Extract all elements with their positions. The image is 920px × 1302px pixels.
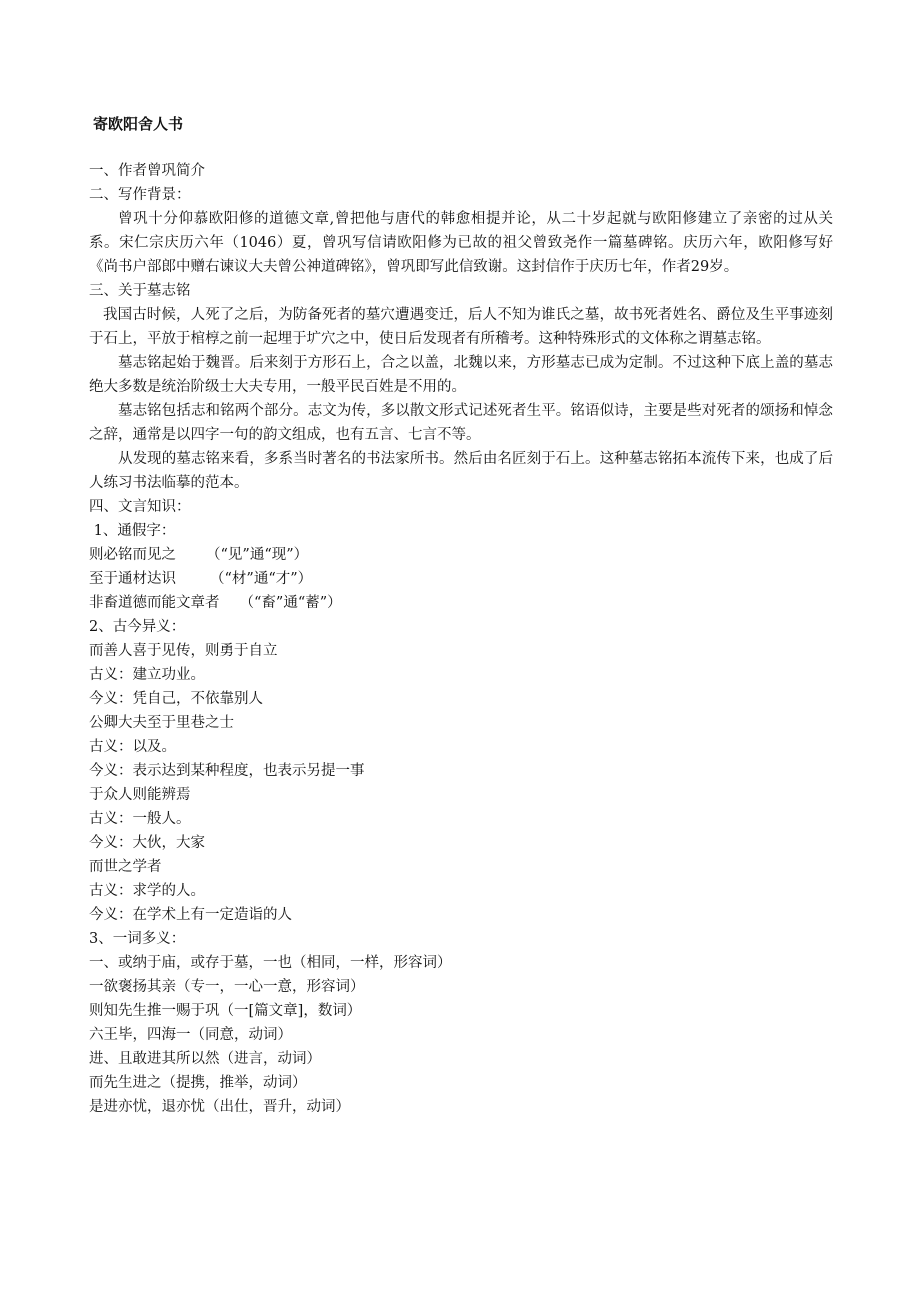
document-body (89, 159, 833, 1119)
gujin-line: 今义：大伙，大家 (89, 835, 205, 851)
epitaph-paragraph-4: 从发现的墓志铭来看，多系当时著名的书法家所书。然后由名匠刻于石上。这种墓志铭拓本流传下来，也成了后人练习书法临摹的范本。 (89, 451, 833, 491)
subheading-gujin: 2、古今异义： (89, 619, 186, 635)
document-title: 寄欧阳舍人书 (93, 115, 184, 133)
epitaph-paragraph-2: 墓志铭起始于魏晋。后来刻于方形石上，合之以盖，北魏以来，方形墓志已成为定制。不过这种下底上盖的墓志绝大多数是统治阶级士大夫专用，一般平民百姓是不用的。 (89, 355, 833, 395)
gujin-line: 今义：在学术上有一定造诣的人 (89, 907, 292, 923)
gujin-line: 而善人喜于见传，则勇于自立 (89, 643, 278, 659)
gujin-line: 而世之学者 (89, 859, 162, 875)
tongjia-sentence: 则必铭而见之 (89, 547, 176, 563)
gujin-line: 于众人则能辨焉 (89, 787, 191, 803)
subheading-duoyi: 3、一词多义： (89, 931, 186, 947)
section-heading-classical-knowledge: 四、文言知识： (89, 499, 191, 515)
duoyi-line: 一、或纳于庙，或存于墓，一也（相同，一样，形容词） (89, 955, 452, 971)
gujin-line: 古义：一般人。 (89, 811, 191, 827)
tongjia-sentence: 非畜道德而能文章者 (89, 595, 220, 611)
tongjia-row-3 (89, 591, 833, 615)
gujin-line: 古义：求学的人。 (89, 883, 205, 899)
gujin-line: 公卿大夫至于里巷之士 (89, 715, 234, 731)
tongjia-row-1 (89, 543, 833, 567)
gujin-line: 古义：建立功业。 (89, 667, 205, 683)
duoyi-line: 一欲褒扬其亲（专一，一心一意，形容词） (89, 979, 365, 995)
tongjia-note: （“材”通“才”） (210, 571, 313, 587)
background-paragraph: 曾巩十分仰慕欧阳修的道德文章,曾把他与唐代的韩愈相提并论，从二十岁起就与欧阳修建立了亲密的过从关系。宋仁宗庆历六年（1046）夏，曾巩写信请欧阳修为已故的祖父曾致尧作一篇墓碑铭。庆历六年，欧阳修写好《尚书户部郎中赠右谏议大夫曾公神道碑铭》，曾巩即写此信致谢。这封信作于庆历七年，作者29岁。 (89, 211, 833, 275)
gujin-line: 今义：凭自己，不依靠别人 (89, 691, 263, 707)
tongjia-row-2 (89, 567, 833, 591)
tongjia-note: （“见”通“现”） (206, 547, 309, 563)
section-heading-background: 二、写作背景： (89, 187, 191, 203)
gujin-line: 古义：以及。 (89, 739, 176, 755)
subheading-tongjiazi: 1、通假字： (89, 523, 176, 539)
duoyi-line: 是进亦忧，退亦忧（出仕，晋升，动词） (89, 1099, 350, 1115)
epitaph-paragraph-1: 我国古时候，人死了之后，为防备死者的墓穴遭遇变迁，后人不知为谁氏之墓，故书死者姓名、爵位及生平事迹刻于石上，平放于棺椁之前一起埋于圹穴之中，使日后发现者有所稽考。这种特殊形式的文体称之谓墓志铭。 (89, 307, 833, 347)
duoyi-line: 进、且敢进其所以然（进言，动词） (89, 1051, 321, 1067)
tongjia-sentence: 至于通材达识 (89, 571, 176, 587)
duoyi-line: 六王毕，四海一（同意，动词） (89, 1027, 292, 1043)
section-heading-epitaph: 三、关于墓志铭 (89, 283, 191, 299)
gujin-line: 今义：表示达到某种程度，也表示另提一事 (89, 763, 365, 779)
duoyi-line: 则知先生推一赐于巩（一[篇文章]，数词） (89, 1003, 362, 1019)
duoyi-line: 而先生进之（提携，推举，动词） (89, 1075, 307, 1091)
section-heading-author: 一、作者曾巩简介 (89, 163, 205, 179)
tongjia-note: （“畜”通“蓄”） (239, 595, 342, 611)
epitaph-paragraph-3: 墓志铭包括志和铭两个部分。志文为传，多以散文形式记述死者生平。铭语似诗，主要是些对死者的颂扬和悼念之辞，通常是以四字一句的韵文组成，也有五言、七言不等。 (89, 403, 833, 443)
